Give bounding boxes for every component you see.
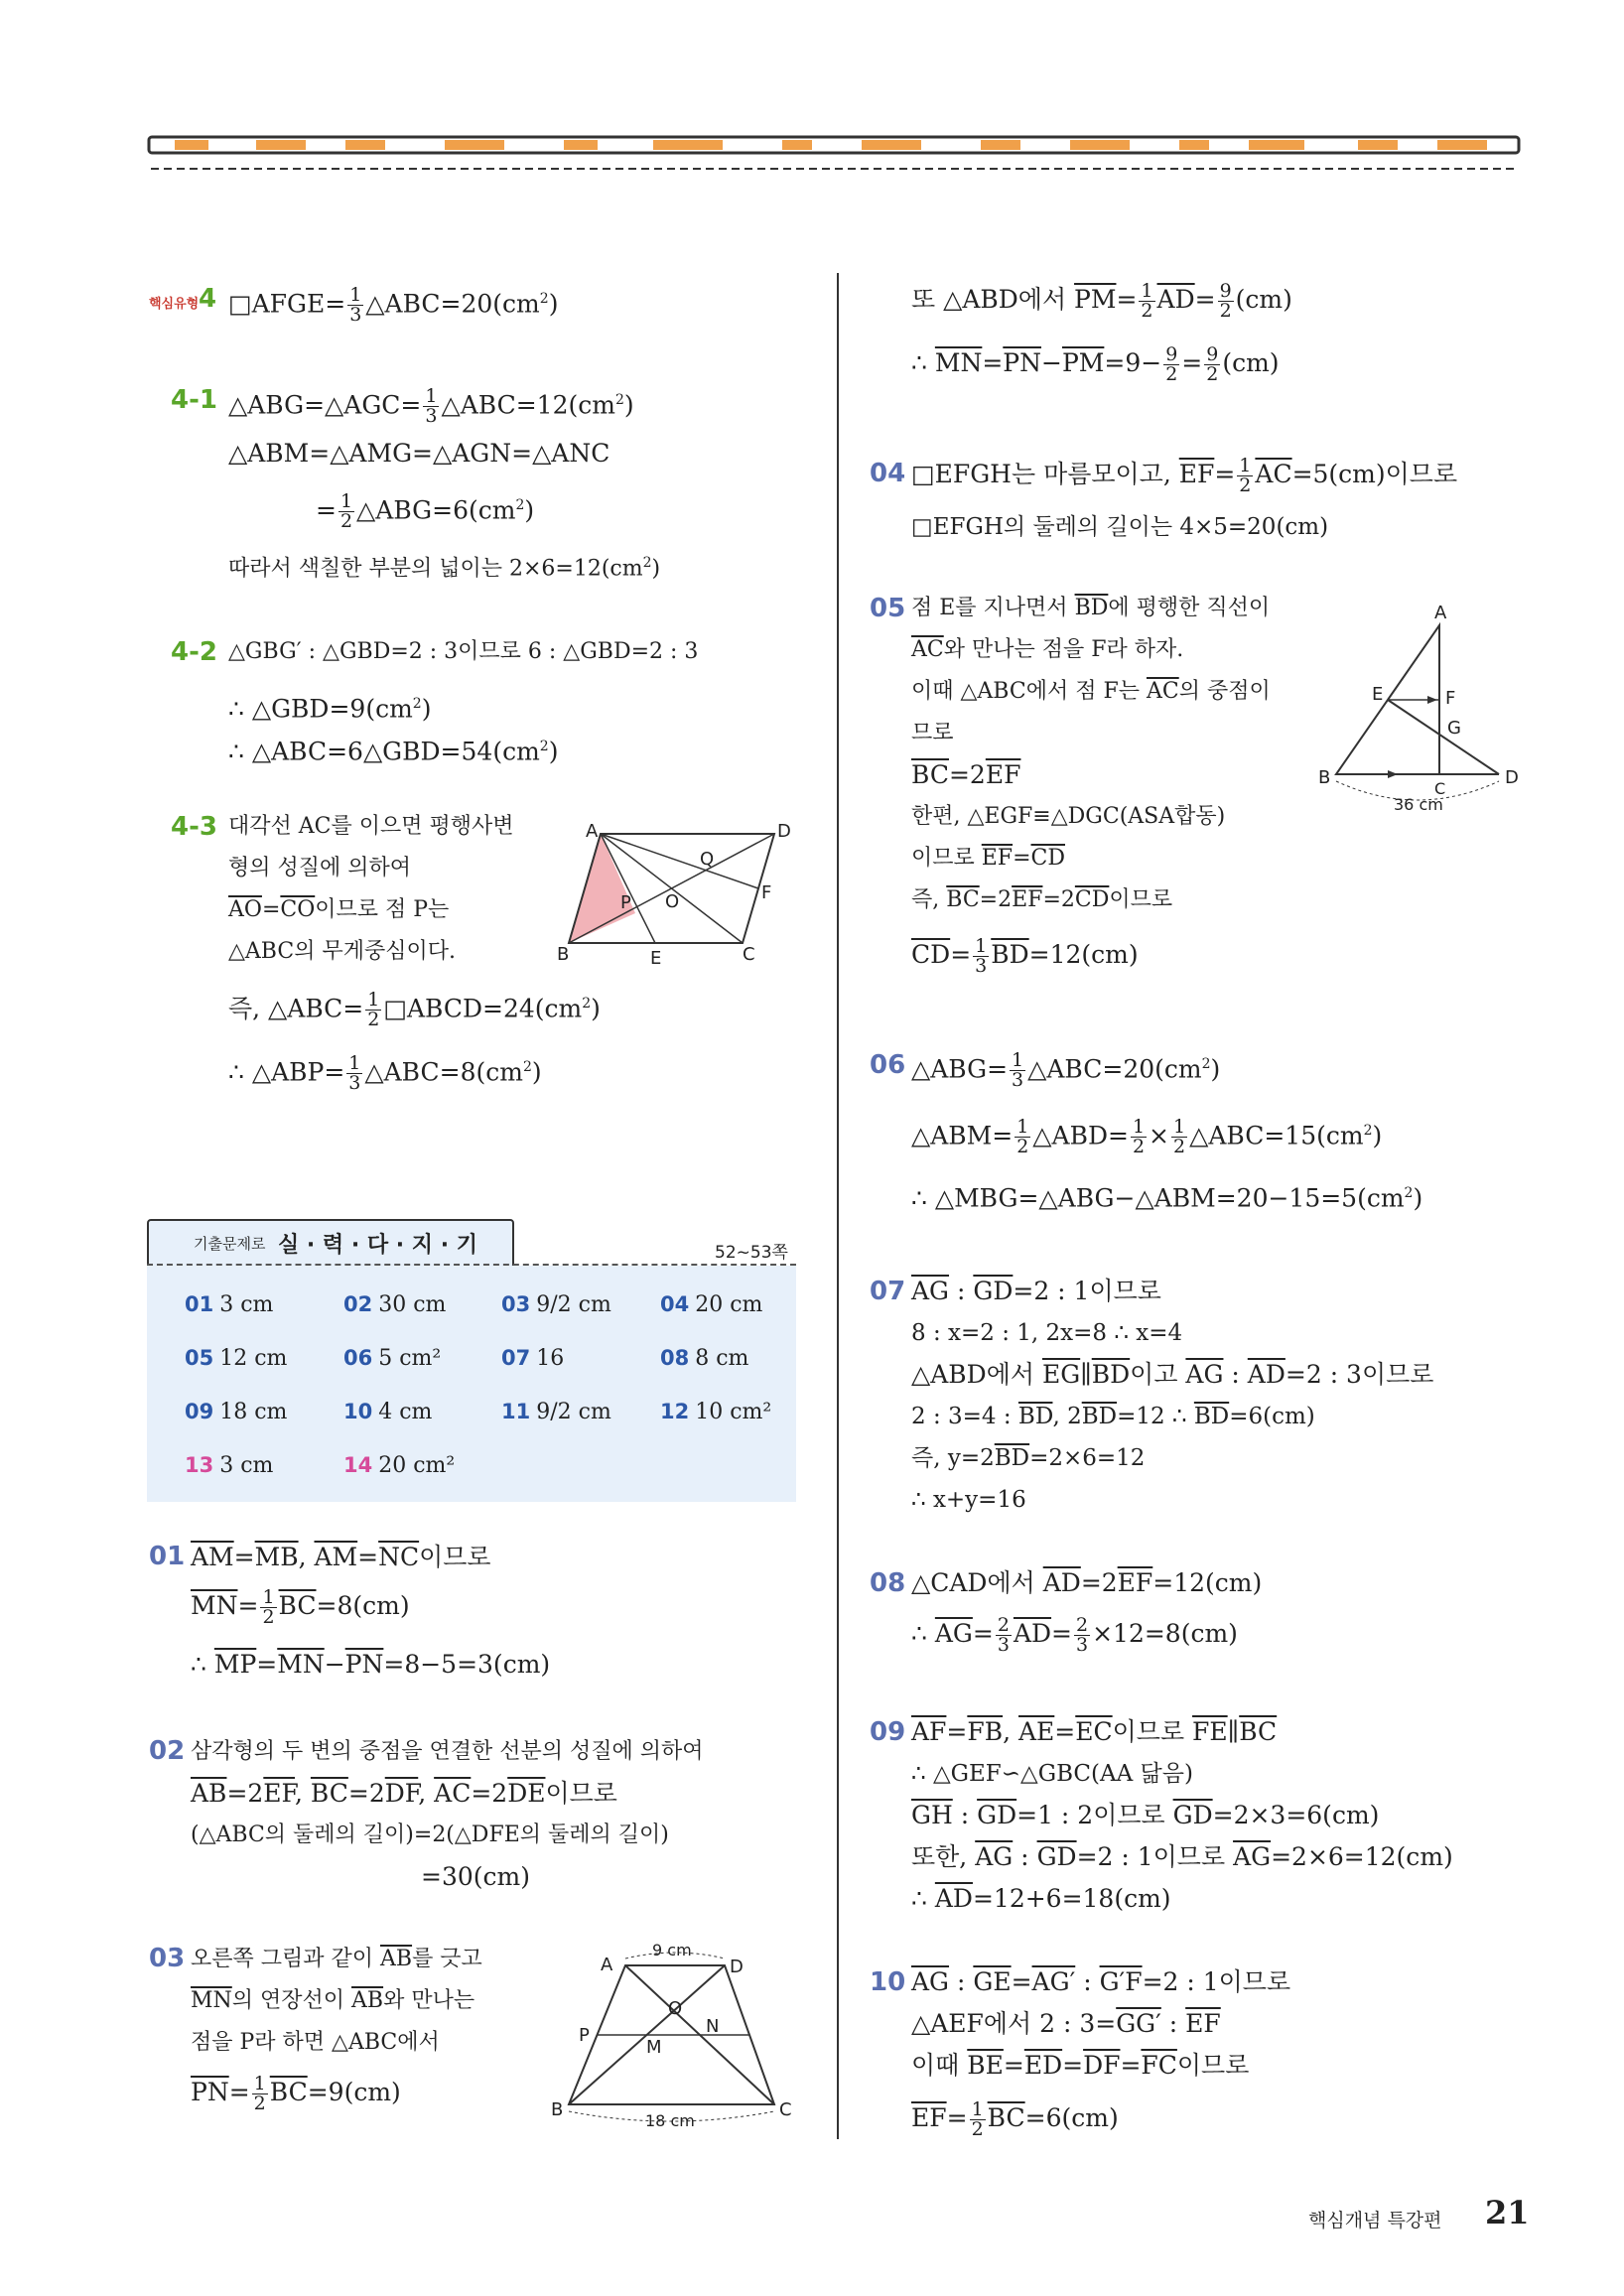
problem-4-1-line2: △ABM=△AMG=△AGN=△ANC: [228, 439, 610, 468]
core-type-tag: 핵심유형: [149, 297, 200, 312]
q03-line6: ∴ $\overline{MN}=\overline{PN}-\overline{PM}=9-$ $\frac{9}{2}$ = $\frac{9}{2}$ (cm): [911, 343, 1280, 385]
answer-item: [660, 1346, 748, 1371]
practice-title-big: 실 · 력 · 다 · 지 · 기: [278, 1233, 477, 1258]
answer-value: 18 cm: [219, 1400, 288, 1424]
answer-item: [660, 1292, 762, 1317]
q08-line2: ∴ $\overline{AG}=$ $\frac{2}{3}$ $\overline{AD}=$ $\frac{2}{3}$ ×12=8(cm): [911, 1614, 1238, 1656]
fig05-label-e: E: [1372, 684, 1384, 705]
q03-line2: $\overline{MN}$의 연장선이 $\overline{AB}$와 만나는: [191, 1988, 475, 2013]
problem-4-2-line1: △GBG′ : △GBD=2 : 3이므로 6 : △GBD=2 : 3: [228, 639, 699, 664]
answer-value: 12 cm: [219, 1346, 288, 1371]
q09-number: 09: [870, 1717, 906, 1747]
fig03-label-o: O: [668, 1998, 683, 2019]
core-type-number: 4: [199, 284, 217, 314]
answer-number: 02: [343, 1292, 373, 1316]
q10-number: 10: [870, 1967, 906, 1997]
q03-line3: 점을 P라 하면 △ABC에서: [191, 2030, 440, 2055]
answer-number: 14: [343, 1453, 373, 1477]
core-type-line: □AFGE= $\frac{1}{3}$ $\triangle ABC=20(cm^2)$: [228, 284, 559, 327]
column-divider: [837, 273, 839, 2139]
q10-line3: 이때 $\overline{BE}=\overline{ED}=\overline{DF}=\overline{FC}$이므로: [911, 2051, 1250, 2080]
q01-line1: $\overline{AM}=\overline{MB}$, $\overline{AM}=\overline{NC}$이므로: [191, 1543, 491, 1571]
problem-4-3-line4: △ABC의 무게중심이다.: [228, 939, 456, 964]
answer-value: 3 cm: [219, 1453, 274, 1478]
fig03-label-n: N: [706, 2016, 720, 2037]
q02-line1: 삼각형의 두 변의 중점을 연결한 선분의 성질에 의하여: [191, 1739, 704, 1764]
problem-4-1-line1: △ABG=△AGC= $\frac{1}{3}$ $\triangle ABC=12(cm^2)$: [228, 385, 634, 428]
q05-line3: 이때 △ABC에서 점 F는 $\overline{AC}$의 중점이: [911, 679, 1271, 704]
answer-value: 8 cm: [695, 1346, 749, 1371]
answer-number: 05: [185, 1346, 214, 1370]
answer-item: [501, 1346, 564, 1371]
practice-header: [147, 1219, 514, 1269]
fig05-label-len: 36 cm: [1394, 795, 1443, 814]
q10-line4: $\overline{EF}=$ $\frac{1}{2}$ $\overline{BC}=6(cm)$: [911, 2098, 1119, 2140]
q04-line1: □EFGH는 마름모이고, $\overline{EF}=$ $\frac{1}{2}$ $\overline{AC}=5(cm)$이므로: [911, 455, 1458, 496]
answer-number: 09: [185, 1400, 214, 1423]
q10-line1: $\overline{AG}$ : $\overline{GE}=AG'$ : G′F=2 : 1이므로: [911, 1967, 1291, 1996]
problem-4-1-line4: 따라서 색칠한 부분의 넓이는 $2\times 6=12(cm^2)$: [228, 555, 661, 582]
answer-number: 04: [660, 1292, 690, 1316]
q06-line3: ∴ $\triangle MBG=\triangle ABG-\triangle ABM=20-15=5(cm^2)$: [911, 1183, 1423, 1213]
q05-line9: $\overline{CD}=$ $\frac{1}{3}$ $\overline{BD}=12(cm)$: [911, 935, 1139, 977]
q04-line2: □EFGH의 둘레의 길이는 4×5=20(cm): [911, 514, 1329, 540]
answer-item: [343, 1346, 441, 1371]
answer-value: 20 cm: [695, 1292, 763, 1317]
q02-line3: (△ABC의 둘레의 길이)=2(△DFE의 둘레의 길이): [191, 1823, 669, 1847]
q03-number: 03: [149, 1944, 186, 1973]
fig05-label-g: G: [1447, 718, 1461, 739]
fig05-label-c: C: [1434, 779, 1446, 798]
header-bar: [147, 135, 1523, 155]
q05-line1: 점 E를 지나면서 $\overline{BD}$에 평행한 직선이: [911, 596, 1271, 620]
q02-number: 02: [149, 1736, 186, 1766]
q09-line3: $\overline{GH}$ : $\overline{GD}=1$ : 2이므로 $\overline{GD}=2\times 3=6(cm)$: [911, 1801, 1380, 1829]
answer-number: 11: [501, 1400, 531, 1423]
problem-4-3-line6: ∴ △ABP= $\frac{1}{3}$ $\triangle ABC=8(cm^2)$: [228, 1052, 542, 1095]
answer-value: 9/2 cm: [536, 1400, 611, 1424]
answer-item: [185, 1346, 287, 1371]
fig43-label-e: E: [650, 948, 662, 969]
fig03-label-p: P: [579, 2025, 590, 2046]
q05-line6: 한편, △EGF≡△DGC(ASA합동): [911, 804, 1226, 829]
answer-value: 16: [536, 1346, 565, 1371]
problem-4-3-line2: 형의 성질에 의하여: [228, 856, 412, 880]
fig03-label-bottom: 18 cm: [645, 2111, 695, 2130]
problem-4-3-line3: $\overline{AO}=\overline{CO}$이므로 점 P는: [228, 897, 450, 922]
footer-page: 21: [1485, 2194, 1530, 2231]
q03-line4: $\overline{PN}=$ $\frac{1}{2}$ $\overline{BC}=9(cm)$: [191, 2073, 401, 2114]
practice-title-small: 기출문제로: [194, 1235, 266, 1253]
fig03-label-d: D: [730, 1957, 744, 1977]
answer-item: [343, 1400, 432, 1424]
problem-4-2-number: 4-2: [171, 637, 217, 667]
answer-number: 06: [343, 1346, 373, 1370]
fig43-label-a: A: [586, 821, 599, 842]
answer-item: [343, 1292, 446, 1317]
answer-value: 30 cm: [378, 1292, 447, 1317]
answer-number: 07: [501, 1346, 531, 1370]
answer-number: 03: [501, 1292, 531, 1316]
q05-line5: $\overline{BC}=2\overline{EF}$: [911, 760, 1021, 789]
fig43-label-o: O: [665, 891, 680, 912]
q06-line1: △ABG= $\frac{1}{3}$ $\triangle ABC=20(cm^2)$: [911, 1049, 1221, 1092]
q03-line5: 또 △ABD에서 $\overline{PM}=$ $\frac{1}{2}$ $\overline{AD}=$ $\frac{9}{2}$ (cm): [911, 280, 1292, 322]
fig03-label-c: C: [779, 2099, 792, 2120]
fig43-label-d: D: [777, 821, 791, 842]
answer-value: 4 cm: [378, 1400, 433, 1424]
fig03-label-m: M: [646, 2037, 662, 2058]
q05-line7: 이므로 $\overline{EF}=\overline{CD}$: [911, 846, 1065, 871]
answer-value: 10 cm²: [695, 1400, 772, 1424]
problem-4-1-number: 4-1: [171, 385, 217, 415]
q08-line1: △CAD에서 $\overline{AD}=2\overline{EF}=12(cm)$: [911, 1568, 1263, 1597]
fig05-label-b: B: [1318, 767, 1331, 788]
footer-book: 핵심개념 특강편: [1308, 2210, 1442, 2231]
fig43-label-c: C: [743, 944, 755, 965]
q01-number: 01: [149, 1542, 186, 1571]
q09-line2: ∴ △GEF∽△GBC(AA 닮음): [911, 1761, 1193, 1787]
q09-line1: $\overline{AF}=\overline{FB}$, $\overline{AE}=\overline{EC}$이므로 $\overline{FE}\parallel\overline{BC}$: [911, 1717, 1278, 1746]
answer-number: 10: [343, 1400, 373, 1423]
q06-number: 06: [870, 1050, 906, 1080]
fig03-label-a: A: [601, 1955, 613, 1975]
fig05-label-d: D: [1505, 767, 1519, 788]
problem-4-2-line2: ∴ $\triangle GBD=9(cm^2)$: [228, 694, 432, 724]
answer-number: 08: [660, 1346, 690, 1370]
fig43-label-p: P: [620, 892, 631, 913]
q04-number: 04: [870, 459, 906, 488]
q07-line5: 즉, $y=2\overline{BD}=2\times 6=12$: [911, 1445, 1146, 1471]
answer-item: [185, 1453, 273, 1478]
answer-item: [501, 1400, 611, 1424]
q10-line2: △AEF에서 2 : 3=GG′ : $\overline{EF}$: [911, 2009, 1221, 2038]
q02-line4: =30(cm): [421, 1862, 530, 1891]
q09-line5: ∴ $\overline{AD}=12+6=18(cm)$: [911, 1884, 1171, 1913]
q06-line2: △ABM= $\frac{1}{2}$ △ABD= $\frac{1}{2}$ × $\frac{1}{2}$ $\triangle ABC=15(cm^2)$: [911, 1116, 1383, 1158]
q05-line4: 므로: [911, 721, 954, 745]
problem-4-2-line3: ∴ $\triangle ABC=6\triangle GBD=54(cm^2)$: [228, 737, 559, 766]
answer-number: 01: [185, 1292, 214, 1316]
q07-line2: 8 : x=2 : 1, 2x=8 ∴ x=4: [911, 1320, 1183, 1346]
q01-line3: ∴ $\overline{MP}=\overline{MN}-\overline{PN}=8-5=3(cm)$: [191, 1650, 551, 1679]
q07-line4: 2 : 3=4 : $\overline{BD}$, $2\overline{BD}=12$ ∴ $\overline{BD}=6(cm)$: [911, 1404, 1315, 1429]
q07-line6: ∴ x+y=16: [911, 1487, 1026, 1513]
q08-number: 08: [870, 1568, 906, 1598]
q07-line3: △ABD에서 $\overline{EG}\parallel\overline{BD}$이고 $\overline{AG}$ : $\overline{AD}=2$ : 3이므로: [911, 1360, 1434, 1389]
answer-item: [343, 1453, 455, 1478]
problem-4-3-line5: 즉, △ABC= $\frac{1}{2}$ $□ABCD=24(cm^2)$: [228, 989, 601, 1031]
figure-trapezoid: [551, 1941, 804, 2129]
figure-parallelogram: [551, 809, 799, 968]
answer-number: 13: [185, 1453, 214, 1477]
problem-4-1-line3: = $\frac{1}{2}$ $\triangle ABG=6(cm^2)$: [316, 490, 535, 533]
q05-line2: $\overline{AC}$와 만나는 점을 F라 하자.: [911, 637, 1184, 662]
problem-4-3-number: 4-3: [171, 812, 217, 842]
fig43-label-b: B: [557, 944, 570, 965]
q02-line2: $\overline{AB}=2\overline{EF}$, $\overline{BC}=2\overline{DF}$, $\overline{AC}=2\overline{DE}$이므로: [191, 1779, 617, 1808]
answer-item: [660, 1400, 771, 1424]
answer-number: 12: [660, 1400, 690, 1423]
fig05-label-f: F: [1445, 688, 1456, 709]
q07-number: 07: [870, 1277, 906, 1306]
fig05-label-a: A: [1434, 603, 1447, 623]
problem-4-3-line1: 대각선 AC를 이으면 평행사변: [228, 814, 514, 839]
practice-pages: 52~53쪽: [715, 1243, 788, 1263]
answer-value: 20 cm²: [378, 1453, 456, 1478]
q05-line8: 즉, $\overline{BC}=2\overline{EF}=2\overline{CD}$이므로: [911, 887, 1173, 912]
q05-number: 05: [870, 594, 906, 623]
fig03-label-b: B: [551, 2099, 564, 2120]
q07-line1: $\overline{AG}$ : $\overline{GD}=2$ : 1이므로: [911, 1277, 1161, 1305]
answer-value: 3 cm: [219, 1292, 274, 1317]
answer-item: [501, 1292, 611, 1317]
figure-triangle-05: [1310, 601, 1529, 819]
fig03-label-top: 9 cm: [652, 1941, 692, 1959]
q09-line4: 또한, $\overline{AG}$ : $\overline{GD}=2$ : 1이므로 $\overline{AG}=2\times 6=12(cm)$: [911, 1842, 1453, 1871]
answer-value: 5 cm²: [378, 1346, 442, 1371]
answer-item: [185, 1400, 287, 1424]
fig43-label-q: Q: [700, 849, 715, 870]
q03-line1: 오른쪽 그림과 같이 $\overline{AB}$를 긋고: [191, 1947, 482, 1971]
answer-item: [185, 1292, 273, 1317]
fig43-label-f: F: [761, 882, 772, 903]
answer-value: 9/2 cm: [536, 1292, 611, 1317]
q01-line2: $\overline{MN}=$ $\frac{1}{2}$ $\overline{BC}=8(cm)$: [191, 1586, 410, 1628]
